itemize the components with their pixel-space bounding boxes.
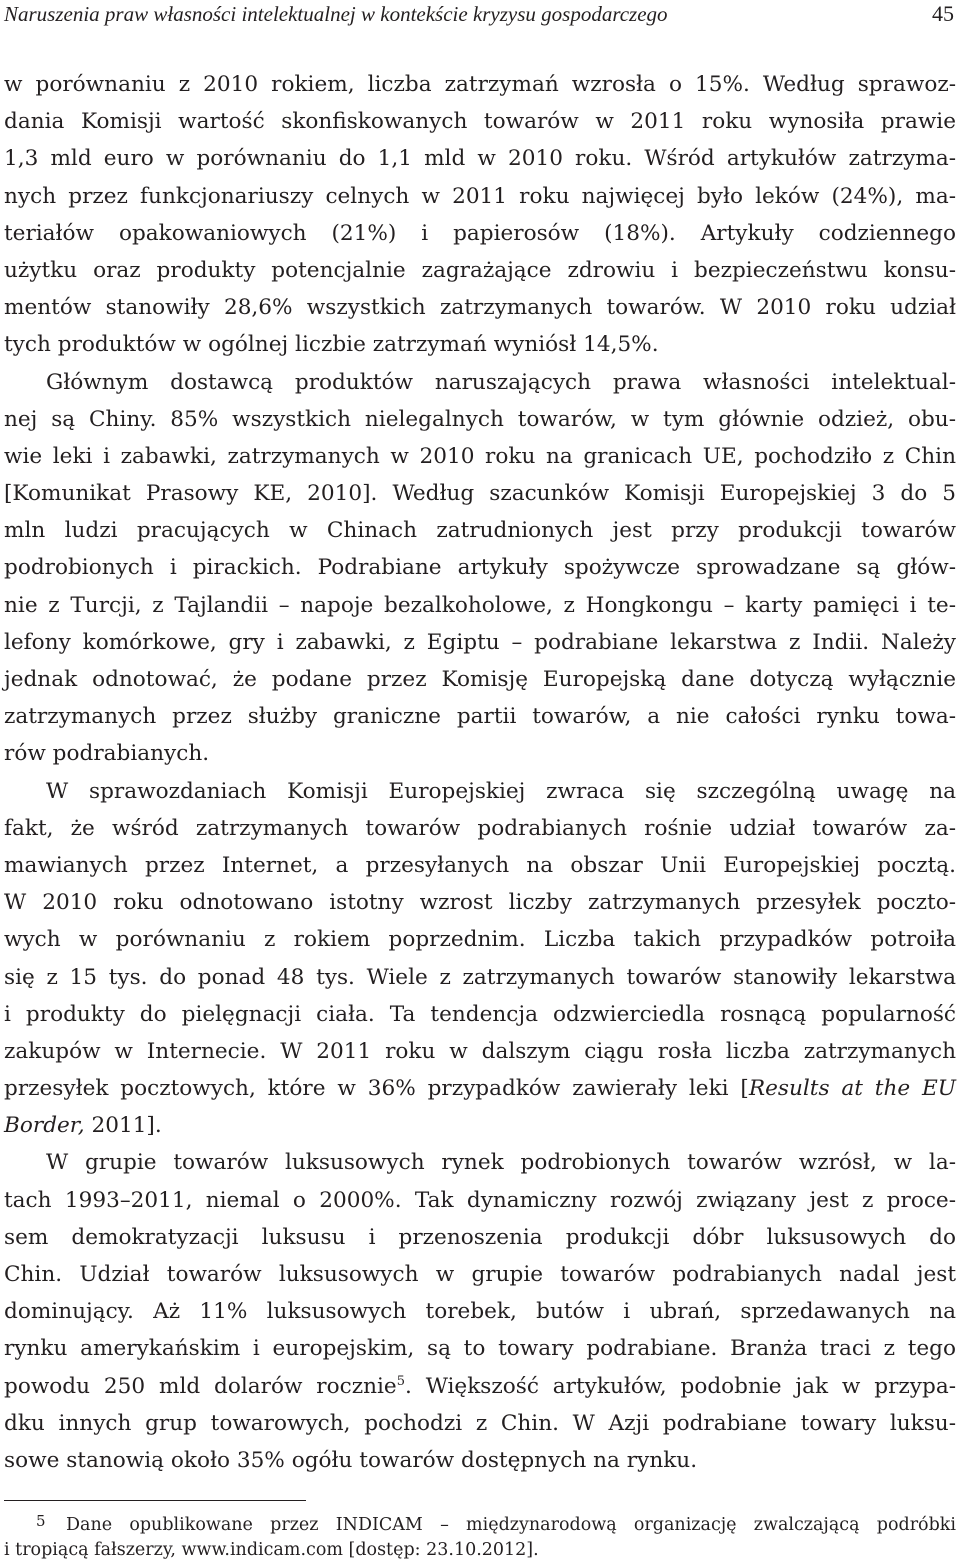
body-line-text: tych produktów w ogólnej liczbie zatrzymań wyniósł 14,5%.: [4, 332, 659, 358]
body-line: [4, 140, 956, 177]
body-line-text: się z 15 tys. do ponad 48 tys. Wiele z zatrzymanych towarów stanowiły lekarstwa: [4, 964, 956, 990]
body-line: [4, 1033, 956, 1070]
body-line-text: 2011].: [84, 1113, 162, 1139]
body-line: [4, 1442, 956, 1479]
page-number: 45: [932, 1, 954, 26]
body-line: [4, 1293, 956, 1330]
footnote-divider: [4, 1500, 306, 1501]
body-line-text: zatrzymanych przez służby graniczne partii towarów, a nie całości rynku towa-: [4, 704, 956, 730]
body-line: [4, 549, 956, 586]
body-line-text: dominujący. Aż 11% luksusowych torebek, butów i ubrań, sprzedawanych na: [4, 1299, 956, 1325]
body-line-text: mawianych przez Internet, a przesyłanych na obszar Unii Europejskiej pocztą.: [4, 852, 956, 878]
footnote-text-2: i tropiącą fałszerzy, www.indicam.com [dostęp: 23.10.2012].: [4, 1540, 539, 1560]
body-line: [4, 884, 956, 921]
footnote: [4, 1513, 956, 1563]
body-line: [4, 326, 956, 363]
running-header-title: Naruszenia praw własności intelektualnej w kontekście kryzysu gospodarczego: [4, 2, 668, 26]
body-line: [4, 1256, 956, 1293]
body-line: [4, 178, 956, 215]
body-line-text: nych przez funkcjonariuszy celnych w 2011 roku najwięcej było leków (24%), ma-: [4, 183, 956, 209]
body-line: [4, 401, 956, 438]
body-line: [4, 66, 956, 103]
body-line: [4, 1182, 956, 1219]
italic-citation: Border,: [4, 1113, 85, 1139]
body-line: [4, 847, 956, 884]
body-line-text: [Komunikat Prasowy KE, 2010]. Według szacunków Komisji Europejskiej 3 do 5: [4, 481, 956, 507]
body-line-text: wie leki i zabawki, zatrzymanych w 2010 roku na granicach UE, pochodziło z Chin: [4, 443, 956, 469]
body-line-text: Głównym dostawcą produktów naruszających prawa własności intelektual-: [46, 369, 956, 395]
body-line: [4, 1405, 956, 1442]
body-line-text: mln ludzi pracujących w Chinach zatrudnionych jest przy produkcji towarów: [4, 518, 956, 544]
body-line: [4, 512, 956, 549]
body-line: [4, 215, 956, 252]
body-line: [4, 1330, 956, 1367]
body-line-text: teriałów opakowaniowych (21%) i papierosów (18%). Artykuły codziennego: [4, 220, 956, 246]
body-line: [4, 996, 956, 1033]
running-header: [4, 0, 954, 30]
footnote-text-1: Dane opublikowane przez INDICAM – międzynarodową organizację zwalczającą podróbki: [66, 1515, 956, 1535]
body-line: [4, 1219, 956, 1256]
body-line-text: podrobionych i pirackich. Podrabiane artykuły spożywcze sprowadzane są głów-: [4, 555, 956, 581]
body-line-text: tach 1993–2011, niemal o 2000%. Tak dynamiczny rozwój związany jest z proce-: [4, 1187, 956, 1213]
body-line: [4, 364, 956, 401]
body-line-text: mentów stanowiły 28,6% wszystkich zatrzymanych towarów. W 2010 roku udział: [4, 295, 956, 321]
body-line-text: sem demokratyzacji luksusu i przenoszenia produkcji dóbr luksusowych do: [4, 1224, 956, 1250]
body-line-text: dku innych grup towarowych, pochodzi z Chin. W Azji podrabiane towary luksu-: [4, 1410, 956, 1436]
body-line-text: jednak odnotować, że podane przez Komisję Europejską dane dotyczą wyłącznie: [4, 667, 956, 692]
body-line: [4, 289, 956, 326]
body-line: [4, 1368, 956, 1405]
footnote-line-1: 5 Dane opublikowane przez INDICAM – międzynarodową organizację zwalczającą podróbki: [36, 1512, 956, 1535]
body-line-text: wych w porównaniu z rokiem poprzednim. Liczba takich przypadków potroiła: [4, 927, 956, 953]
body-line: [4, 475, 956, 512]
body-line-text: przesyłek pocztowych, które w 36% przypadków zawierały leki [: [4, 1076, 749, 1102]
body-line-text: lefony komórkowe, gry i zabawki, z Egiptu – podrabiane lekarstwa z Indii. Należy: [4, 629, 956, 655]
italic-citation: Results at the EU: [748, 1076, 956, 1102]
footnote-reference: 5: [396, 1373, 405, 1389]
body-line-text: powodu 250 mld dolarów rocznie: [4, 1373, 397, 1399]
body-line: [4, 921, 956, 958]
body-line: [4, 1144, 956, 1181]
body-line: [4, 959, 956, 996]
body-line-text: użytku oraz produkty potencjalnie zagrażające zdrowiu i bezpieczeństwu konsu-: [4, 257, 956, 283]
body-line: [4, 103, 956, 140]
body-line: [4, 587, 956, 624]
footnote-line-2: [4, 1538, 956, 1563]
body-line-text: W 2010 roku odnotowano istotny wzrost liczby zatrzymanych przesyłek poczto-: [4, 890, 956, 916]
body-line-text: W grupie towarów luksusowych rynek podrobionych towarów wzrósł, w la-: [46, 1150, 956, 1176]
body-line: [4, 661, 956, 698]
body-line-text: Chin. Udział towarów luksusowych w grupie towarów podrabianych nadal jest: [4, 1262, 956, 1287]
body-line: [4, 624, 956, 661]
body-line: [4, 735, 956, 772]
body-line-text: dania Komisji wartość skonfiskowanych towarów w 2011 roku wynosiła prawie: [4, 109, 956, 135]
body-line: [4, 810, 956, 847]
body-line: [4, 1070, 956, 1107]
body-line-text: . Większość artykułów, podobnie jak w przypa-: [404, 1373, 956, 1399]
body-line: [4, 773, 956, 810]
body-line-text: W sprawozdaniach Komisji Europejskiej zwraca się szczególną uwagę na: [46, 778, 956, 804]
body-line-text: i produkty do pielęgnacji ciała. Ta tendencja odzwierciedla rosnącą popularność: [4, 1001, 956, 1027]
body-text: [4, 66, 956, 1479]
body-line: [4, 438, 956, 475]
body-line-text: zakupów w Internecie. W 2011 roku w dalszym ciągu rosła liczba zatrzymanych: [4, 1038, 956, 1064]
body-line-text: w porównaniu z 2010 rokiem, liczba zatrzymań wzrosła o 15%. Według sprawoz-: [4, 72, 956, 97]
body-line: [4, 698, 956, 735]
body-line-text: sowe stanowią około 35% ogółu towarów dostępnych na rynku.: [4, 1447, 698, 1473]
body-line-text: 1,3 mld euro w porównaniu do 1,1 mld w 2010 roku. Wśród artykułów zatrzyma-: [4, 146, 956, 172]
body-line-text: rynku amerykańskim i europejskim, są to towary podrabiane. Branża traci z tego: [4, 1336, 956, 1362]
body-line: [4, 1107, 956, 1144]
body-line: [4, 252, 956, 289]
body-line-text: nej są Chiny. 85% wszystkich nielegalnych towarów, w tym głównie odzież, obu-: [4, 406, 956, 432]
body-line-text: nie z Turcji, z Tajlandii – napoje bezalkoholowe, z Hongkongu – karty pamięci i te-: [4, 592, 956, 618]
body-line-text: fakt, że wśród zatrzymanych towarów podrabianych rośnie udział towarów za-: [4, 815, 956, 841]
body-line-text: rów podrabianych.: [4, 741, 210, 767]
